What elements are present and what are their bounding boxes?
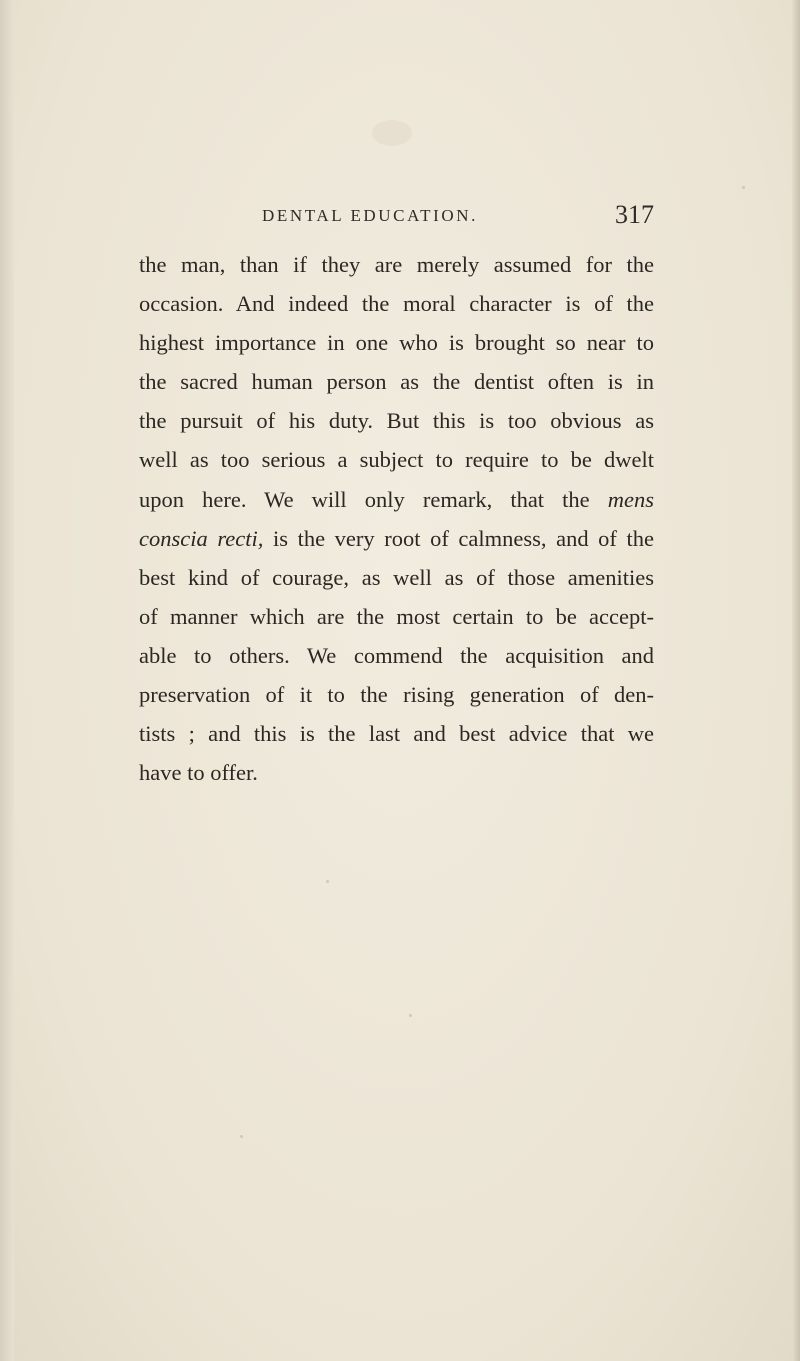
- page-edge-shadow: [792, 0, 800, 1361]
- text-line: able to others. We commend the acquisition and: [139, 642, 654, 668]
- text-line: have to offer.: [139, 760, 258, 786]
- text-line: tists ; and this is the last and best advice that we: [139, 721, 654, 747]
- page-number: 317: [615, 200, 654, 229]
- text-line: the sacred human person as the dentist often is in: [139, 369, 654, 395]
- paper-spot: [409, 1014, 412, 1017]
- text-line: occasion. And indeed the moral character is of the: [139, 291, 654, 317]
- text-line: highest importance in one who is brought so near to: [139, 330, 654, 356]
- text-line: preservation of it to the rising generation of den-: [139, 682, 654, 708]
- text-line: of manner which are the most certain to be accept-: [139, 603, 654, 629]
- running-head: [262, 200, 654, 230]
- text-line: conscia recti, is the very root of calmness, and of the: [139, 525, 655, 551]
- paper-spot: [742, 186, 745, 189]
- text-line: the man, than if they are merely assumed for the: [139, 252, 654, 277]
- paper-spot: [372, 120, 412, 146]
- italic-phrase: conscia recti,: [139, 525, 264, 551]
- text-line: upon here. We will only remark, that the mens: [139, 486, 655, 512]
- page-gutter-shadow: [0, 0, 14, 1361]
- body-paragraph: [139, 245, 654, 792]
- italic-phrase: mens: [607, 486, 655, 512]
- text-line: well as too serious a subject to require to be dwelt: [139, 447, 654, 473]
- running-title: DENTAL EDUCATION.: [262, 206, 478, 225]
- paper-spot: [240, 1135, 243, 1138]
- text-line: the pursuit of his duty. But this is too obvious as: [139, 408, 654, 434]
- text-line: best kind of courage, as well as of those amenities: [139, 564, 654, 590]
- paper-spot: [326, 880, 329, 883]
